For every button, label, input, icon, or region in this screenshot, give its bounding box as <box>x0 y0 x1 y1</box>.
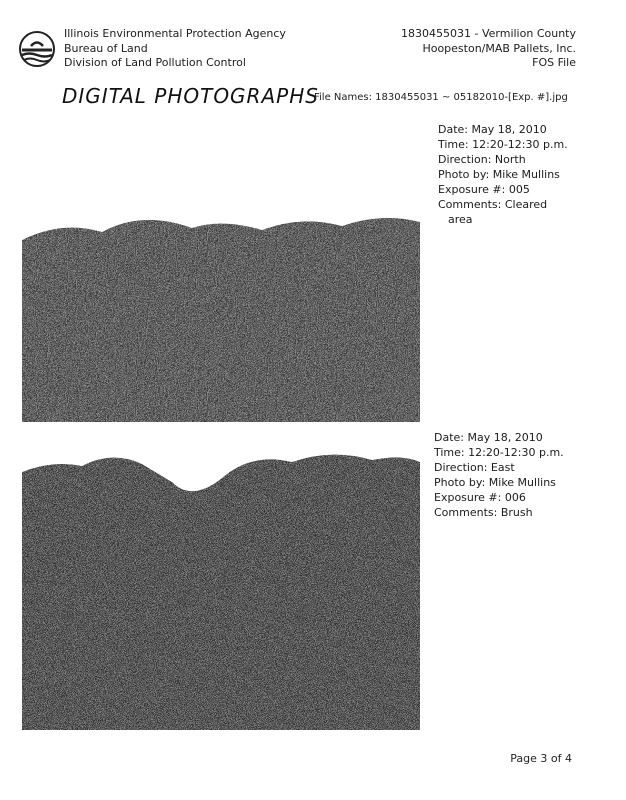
photo-exposure: Exposure #: 005 <box>438 183 530 196</box>
photo-date: Date: May 18, 2010 <box>434 431 543 444</box>
photo-direction: Direction: East <box>434 461 515 474</box>
photo-photographer: Photo by: Mike Mullins <box>434 476 556 489</box>
illinois-epa-logo-icon <box>18 30 56 68</box>
photo-1-image <box>22 200 420 422</box>
agency-name: Illinois Environmental Protection Agency <box>64 27 286 40</box>
page-title: DIGITAL PHOTOGRAPHS <box>62 84 319 108</box>
photo-comments: Comments: Cleared <box>438 198 548 211</box>
file-type: FOS File <box>532 56 576 69</box>
agency-block <box>64 27 286 71</box>
photo-time: Time: 12:20-12:30 p.m. <box>438 138 568 151</box>
photo-date: Date: May 18, 2010 <box>438 123 547 136</box>
photo-comments: Comments: Brush <box>434 506 533 519</box>
file-names: File Names: 1830455031 ~ 05182010-[Exp. #].jpg <box>314 92 568 103</box>
division-name: Division of Land Pollution Control <box>64 56 246 69</box>
photo-photographer: Photo by: Mike Mullins <box>438 168 560 181</box>
site-name: Hoopeston/MAB Pallets, Inc. <box>422 41 576 55</box>
photo-exposure: Exposure #: 006 <box>434 491 526 504</box>
bureau-name: Bureau of Land <box>64 41 148 55</box>
photo-direction: Direction: North <box>438 153 526 166</box>
photo-1-metadata <box>438 122 568 227</box>
photo-comments-continued: area <box>448 213 473 226</box>
page-number: Page 3 of 4 <box>510 752 572 765</box>
photo-2-image <box>22 442 420 730</box>
site-block <box>401 27 576 71</box>
site-id-county: 1830455031 - Vermilion County <box>401 27 576 40</box>
photo-time: Time: 12:20-12:30 p.m. <box>434 446 564 459</box>
photo-2-metadata <box>434 430 564 520</box>
